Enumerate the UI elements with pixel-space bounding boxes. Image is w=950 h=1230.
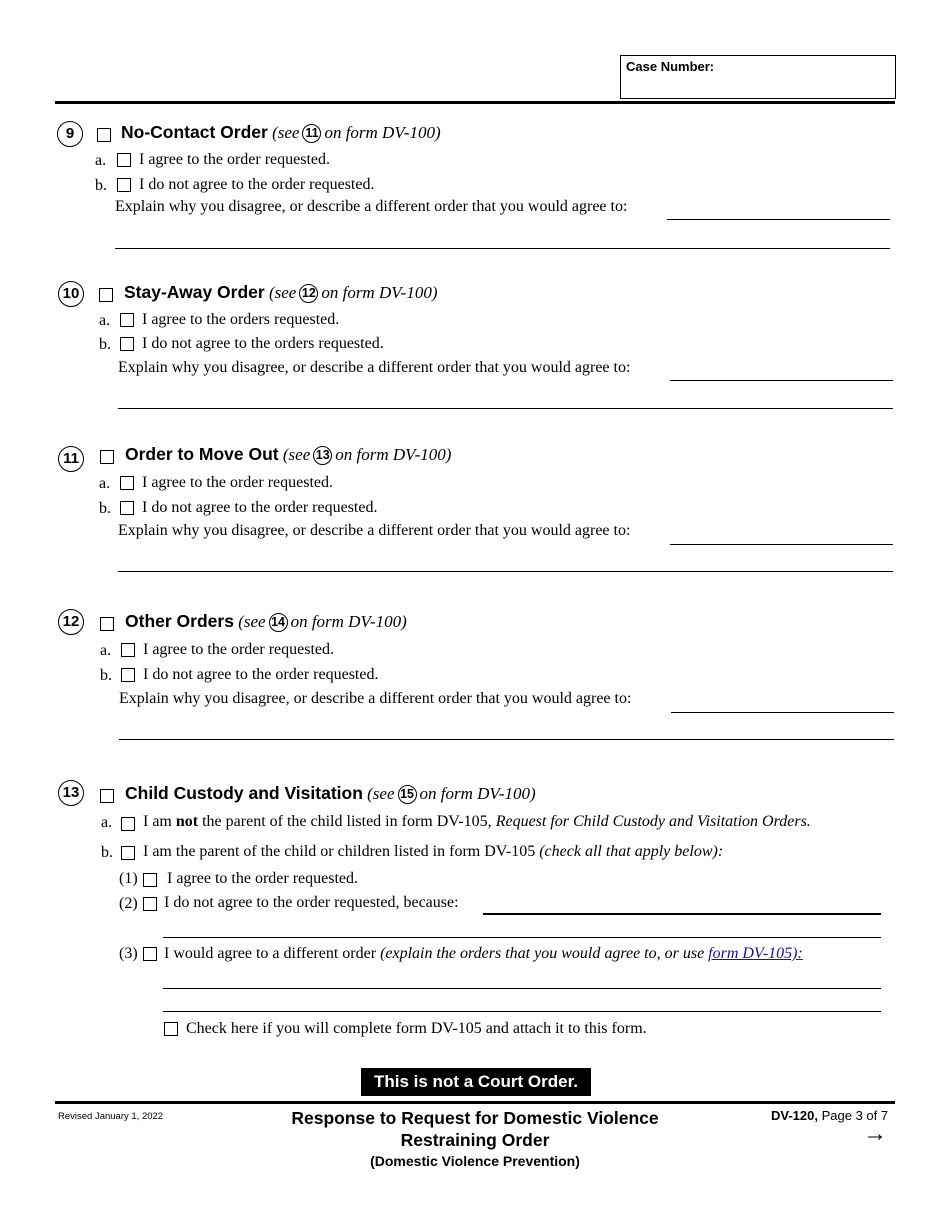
section-13-opt3-text: I would agree to a different order (explain the orders that you would agree to, or use form DV-105): [164, 945, 803, 962]
section-10-explain: Explain why you disagree, or describe a different order that you would agree to: [118, 359, 631, 376]
section-11-ref: 13 [313, 446, 332, 465]
section-12-number: 12 [58, 609, 84, 635]
section-12-ref: 14 [269, 613, 288, 632]
revised-date: Revised January 1, 2022 [58, 1111, 164, 1122]
section-13-opt2-checkbox[interactable] [143, 897, 157, 911]
section-10-a-checkbox[interactable] [120, 313, 134, 327]
section-12-explain: Explain why you disagree, or describe a different order that you would agree to: [119, 690, 632, 707]
section-13-opt1-text: I agree to the order requested. [167, 870, 359, 887]
section-10-checkbox[interactable] [99, 288, 113, 302]
form-title-line2: Restraining Order [400, 1130, 550, 1150]
form-title-block [250, 1107, 700, 1171]
attach-dv105-text: Check here if you will complete form DV-105 and attach it to this form. [186, 1020, 647, 1037]
section-11-a-checkbox[interactable] [120, 476, 134, 490]
section-13-opt1-checkbox[interactable] [143, 873, 157, 887]
section-11-b-label: b. [99, 500, 111, 517]
section-9-title: No-Contact Order [121, 122, 268, 142]
section-11-b-text: I do not agree to the order requested. [142, 499, 378, 516]
form-dv-105-link[interactable]: form DV-105) [708, 945, 798, 962]
section-9-explain-field-2[interactable] [115, 248, 890, 249]
section-10-explain-field-2[interactable] [118, 408, 893, 409]
section-12-b-checkbox[interactable] [121, 668, 135, 682]
footer-rule [55, 1101, 895, 1104]
attach-dv105-checkbox[interactable] [164, 1022, 178, 1036]
page-number: Page 3 of 7 [821, 1108, 889, 1123]
section-9-b-text: I do not agree to the order requested. [139, 176, 375, 193]
section-13-opt2-text: I do not agree to the order requested, because: [164, 894, 459, 911]
section-10-a-label: a. [99, 312, 111, 329]
section-12-b-label: b. [100, 667, 112, 684]
section-13-a-label: a. [101, 814, 113, 831]
section-11-b-checkbox[interactable] [120, 501, 134, 515]
section-13-ref: 15 [398, 785, 417, 804]
section-11-explain-field[interactable] [670, 544, 893, 545]
section-12-b-text: I do not agree to the order requested. [143, 666, 379, 683]
section-10-ref: 12 [299, 284, 318, 303]
section-10-b-checkbox[interactable] [120, 337, 134, 351]
form-subtitle: (Domestic Violence Prevention) [370, 1153, 580, 1169]
section-11-a-text: I agree to the order requested. [142, 474, 334, 491]
header-rule [55, 101, 895, 104]
section-11-title-row: Order to Move Out (see 13 on form DV-100) [125, 444, 452, 464]
section-9-explain: Explain why you disagree, or describe a different order that you would agree to: [115, 198, 628, 215]
section-9-a-label: a. [95, 152, 107, 169]
section-10-b-label: b. [99, 336, 111, 353]
section-13-b-text: I am the parent of the child or children listed in form DV-105 (check all that apply below): [143, 843, 724, 860]
section-11-explain: Explain why you disagree, or describe a different order that you would agree to: [118, 522, 631, 539]
section-13-opt2-field[interactable] [483, 913, 881, 915]
section-12-a-label: a. [100, 642, 112, 659]
section-13-title: Child Custody and Visitation [125, 783, 363, 803]
section-10-title: Stay-Away Order [124, 282, 265, 302]
next-page-arrow-icon[interactable]: → [863, 1120, 887, 1147]
section-13-checkbox[interactable] [100, 789, 114, 803]
section-12-explain-field-2[interactable] [119, 739, 894, 740]
section-10-a-text: I agree to the orders requested. [142, 311, 340, 328]
section-13-opt3-field[interactable] [163, 988, 881, 989]
section-13-opt1-label: (1) [119, 870, 138, 887]
section-12-title: Other Orders [125, 611, 234, 631]
form-title-line1: Response to Request for Domestic Violence [291, 1108, 659, 1128]
section-12-checkbox[interactable] [100, 617, 114, 631]
section-13-opt3-field-2[interactable] [163, 1011, 881, 1012]
section-13-a-checkbox[interactable] [121, 817, 135, 831]
section-13-number: 13 [58, 780, 84, 806]
section-13-opt3-label: (3) [119, 945, 138, 962]
section-13-opt2-field-2[interactable] [163, 937, 881, 938]
section-9-checkbox[interactable] [97, 128, 111, 142]
section-9-b-checkbox[interactable] [117, 178, 131, 192]
section-10-b-text: I do not agree to the orders requested. [142, 335, 384, 352]
case-number-box[interactable] [620, 55, 896, 99]
not-court-order-notice: This is not a Court Order. [361, 1068, 591, 1096]
section-13-opt2-label: (2) [119, 895, 138, 912]
section-12-a-checkbox[interactable] [121, 643, 135, 657]
section-13-b-label: b. [101, 844, 113, 861]
section-9-number: 9 [57, 121, 83, 147]
case-number-label: Case Number: [626, 59, 715, 74]
section-13-opt3-checkbox[interactable] [143, 947, 157, 961]
section-13-b-checkbox[interactable] [121, 846, 135, 860]
section-11-title: Order to Move Out [125, 444, 279, 464]
section-9-a-checkbox[interactable] [117, 153, 131, 167]
section-11-a-label: a. [99, 475, 111, 492]
section-9-ref: 11 [302, 124, 321, 143]
section-9-a-text: I agree to the order requested. [139, 151, 331, 168]
section-13-a-text: I am not the parent of the child listed in form DV-105, Request for Child Custody and Visitation Orders. [143, 813, 811, 830]
section-9-explain-field[interactable] [667, 219, 890, 220]
section-13-title-row: Child Custody and Visitation (see 15 on form DV-100) [125, 783, 536, 803]
section-10-title-row: Stay-Away Order (see 12 on form DV-100) [124, 282, 438, 302]
section-12-a-text: I agree to the order requested. [143, 641, 335, 658]
form-id: DV-120, [771, 1108, 818, 1123]
section-12-explain-field[interactable] [671, 712, 894, 713]
section-9-b-label: b. [95, 177, 107, 194]
section-9-title-row: No-Contact Order (see 11 on form DV-100) [121, 122, 441, 142]
section-12-title-row: Other Orders (see 14 on form DV-100) [125, 611, 407, 631]
section-10-number: 10 [58, 281, 84, 307]
section-11-checkbox[interactable] [100, 450, 114, 464]
section-11-explain-field-2[interactable] [118, 571, 893, 572]
section-11-number: 11 [58, 446, 84, 472]
section-10-explain-field[interactable] [670, 380, 893, 381]
